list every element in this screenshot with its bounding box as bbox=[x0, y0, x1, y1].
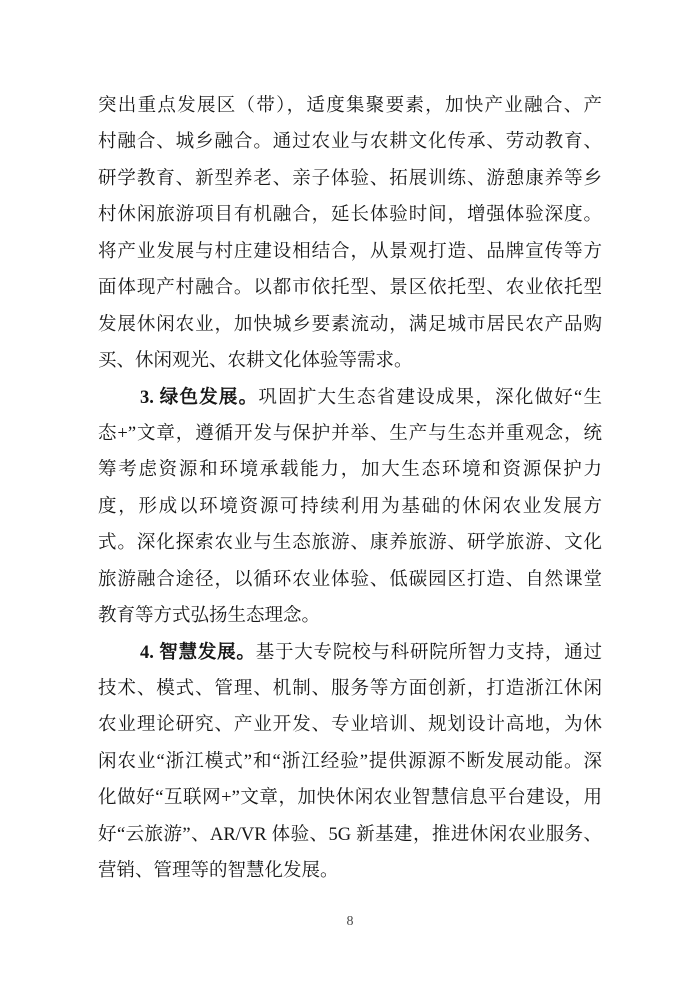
paragraph-green-development bbox=[98, 380, 602, 635]
line-text: 好“云旅游”、AR/VR 体验、5G 新基建，推进休闲农业服务、 bbox=[98, 824, 602, 845]
line-text: 度，形成以环境资源可持续利用为基础的休闲农业发展方 bbox=[98, 496, 602, 517]
line-text: 式。深化探索农业与生态旅游、康养旅游、研学旅游、文化 bbox=[98, 533, 602, 554]
page-number: 8 bbox=[346, 914, 354, 929]
document-body bbox=[98, 88, 602, 890]
line-text: 农业理论研究、产业开发、专业培训、规划设计高地，为休 bbox=[98, 715, 602, 736]
text-line bbox=[98, 88, 602, 124]
line-text: 面体现产村融合。以都市依托型、景区依托型、农业依托型 bbox=[98, 278, 602, 299]
text-line bbox=[98, 744, 602, 780]
line-text: 村融合、城乡融合。通过农业与农耕文化传承、劳动教育、 bbox=[98, 132, 602, 153]
text-line bbox=[98, 598, 602, 634]
text-line bbox=[98, 780, 602, 816]
paragraph-heading-bold: 3. 绿色发展。 bbox=[140, 387, 259, 408]
paragraph-smart-development bbox=[98, 635, 602, 890]
text-line bbox=[98, 161, 602, 197]
line-text: 闲农业“浙江模式”和“浙江经验”提供源源不断发展动能。深 bbox=[98, 751, 602, 772]
line-text: 技术、模式、管理、机制、服务等方面创新，打造浙江休闲 bbox=[98, 679, 602, 699]
text-line bbox=[98, 380, 602, 416]
text-line bbox=[98, 562, 602, 598]
line-text: 村休闲旅游项目有机融合，延长体验时间，增强体验深度。 bbox=[98, 205, 602, 226]
text-line bbox=[98, 525, 602, 561]
text-line bbox=[98, 489, 602, 525]
text-line bbox=[98, 197, 602, 233]
line-text: 旅游融合途径，以循环农业体验、低碳园区打造、自然课堂 bbox=[98, 569, 602, 590]
line-text: 突出重点发展区（带），适度集聚要素，加快产业融合、产 bbox=[98, 96, 602, 116]
line-text: 营销、管理等的智慧化发展。 bbox=[98, 861, 339, 882]
text-line bbox=[98, 234, 602, 270]
paragraph-heading-bold: 4. 智慧发展。 bbox=[140, 642, 256, 663]
line-text: 将产业发展与村庄建设相结合，从景观打造、品牌宣传等方 bbox=[98, 241, 602, 262]
line-text: 基于大专院校与科研院所智力支持，通过 bbox=[255, 642, 602, 663]
text-line bbox=[98, 817, 602, 853]
line-text: 态+”文章，遵循开发与保护并举、生产与生态并重观念，统 bbox=[98, 423, 602, 444]
text-line bbox=[98, 307, 602, 343]
text-line bbox=[98, 707, 602, 743]
text-line bbox=[98, 635, 602, 671]
line-text: 发展休闲农业，加快城乡要素流动，满足城市居民农产品购 bbox=[98, 314, 602, 335]
line-text: 买、休闲观光、农耕文化体验等需求。 bbox=[98, 351, 413, 372]
text-line bbox=[98, 853, 602, 889]
text-line bbox=[98, 270, 602, 306]
paragraph-continuation bbox=[98, 88, 602, 380]
line-text: 筹考虑资源和环境承载能力，加大生态环境和资源保护力 bbox=[98, 460, 602, 481]
text-line bbox=[98, 452, 602, 488]
line-text: 教育等方式弘扬生态理念。 bbox=[98, 606, 321, 627]
text-line bbox=[98, 671, 602, 707]
line-text: 研学教育、新型养老、亲子体验、拓展训练、游憩康养等乡 bbox=[98, 168, 602, 189]
text-line bbox=[98, 124, 602, 160]
text-line bbox=[98, 343, 602, 379]
line-text: 化做好“互联网+”文章，加快休闲农业智慧信息平台建设，用 bbox=[98, 788, 602, 809]
text-line bbox=[98, 416, 602, 452]
line-text: 巩固扩大生态省建设成果，深化做好“生 bbox=[258, 387, 602, 408]
